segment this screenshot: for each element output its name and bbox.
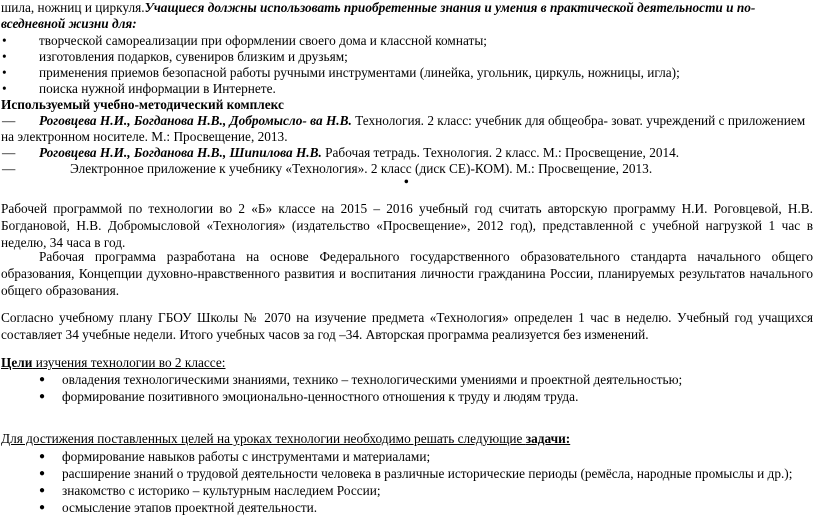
- top-bullet: •: [2, 49, 7, 64]
- tasks-intro: Для достижения поставленных целей на уроках технологии необходимо решать следующие: [1, 431, 526, 446]
- top-bullet: •: [2, 81, 7, 96]
- umk-dash: —: [2, 161, 16, 176]
- tasks-label: задачи:: [525, 431, 571, 446]
- task-item-1: формирование навыков работы с инструментами и материалами;: [62, 449, 431, 464]
- task-item-3: знакомство с историко – культурным наследием России;: [62, 483, 381, 498]
- umk-ref-3: Электронное приложение к учебнику «Технология». 2 класс (диск СЕ)-КОМ). М.: Просвещение, 2013.: [70, 161, 653, 176]
- goals-label-rest: изучения технологии во 2 классе:: [32, 355, 226, 370]
- top-line-1-plain: шила, ножниц и циркуля.: [1, 0, 145, 15]
- umk-dash: —: [2, 113, 16, 128]
- tasks-heading: [1, 431, 570, 447]
- goals-label: Цели: [1, 355, 33, 370]
- top-line-1-emph: Учащиеся должны использовать приобретенные знания и умения в практической деятельности и по-: [144, 0, 756, 15]
- top-line-2: вседневной жизни для:: [1, 16, 137, 31]
- umk-ref-1-authors: Роговцева Н.И., Богданова Н.В., Добромысло- ва Н.В.: [39, 113, 352, 128]
- tasks-bullet: ●: [39, 451, 46, 462]
- top-item-2: изготовления подарков, сувениров близким и друзьям;: [39, 49, 348, 64]
- umk-ref-2-authors: Роговцева Н.И., Богданова Н.В., Шипилова Н.В.: [39, 145, 322, 160]
- tasks-bullet: ●: [39, 468, 46, 479]
- umk-ref-1-text: Технология. 2 класс: учебник для общеобра- зоват. учреждений с приложением: [351, 113, 806, 128]
- umk-ref-1-cont: на электронном носителе. М.: Просвещение, 2013.: [1, 129, 288, 144]
- top-bullet: •: [2, 65, 7, 80]
- top-item-3: применения приемов безопасной работы ручными инструментами (линейка, угольник, циркуль, ножницы, игла);: [39, 65, 680, 80]
- paragraph-plan: Согласно учебному плану ГБОУ Школы № 2070 на изучение предмета «Технология» определен 1 час в неделю. Учебный год учащихся составляет 34 учебные недели. Итого учебных часов за год –34. Авторская программа реализуется без изменений.: [1, 310, 813, 342]
- top-item-1: творческой самореализации при оформлении своего дома и классной комнаты;: [39, 33, 487, 48]
- goal-item-2: формирование позитивного эмоционально-ценностного отношения к труду и людям труда.: [62, 389, 579, 404]
- umk-ref-1: [39, 113, 805, 129]
- task-item-2: расширение знаний о трудовой деятельности человека в различные исторические периоды (ремёсла, народные промыслы и др.);: [62, 466, 793, 481]
- top-bullet: •: [2, 33, 7, 48]
- tasks-bullet: ●: [39, 485, 46, 496]
- goals-bullet: ●: [39, 391, 46, 402]
- goals-bullet: ●: [39, 374, 46, 385]
- umk-heading: Используемый учебно-методический комплекс: [1, 97, 284, 112]
- top-line-1: [1, 0, 755, 16]
- paragraph-program: Рабочей программой по технологии во 2 «Б» классе на 2015 – 2016 учебный год считать авторскую программу Н.И. Роговцевой, Н.В. Богдановой, Н.В. Добромысловой «Технология» (издательство «Просвещение», 2012 год), представленной с учебной нагрузкой 1 час в неделю, 34 часа в год.: [1, 201, 813, 250]
- tasks-bullet: ●: [39, 502, 46, 513]
- task-item-4: осмысление этапов проектной деятельности.: [62, 500, 318, 515]
- goals-heading: [1, 355, 225, 371]
- umk-ref-2-text: Рабочая тетрадь. Технология. 2 класс. М.: Просвещение, 2014.: [321, 145, 680, 160]
- umk-dash: —: [2, 145, 16, 160]
- top-item-4: поиска нужной информации в Интернете.: [39, 81, 276, 96]
- umk-ref-2: [39, 145, 679, 161]
- paragraph-basis: Рабочая программа разработана на основе Федерального государственного образовательного стандарта начального общего образования, Концепции духовно-нравственного развития и воспитания личности гражданина России, планируемых результатов начального общего образования.: [1, 249, 813, 298]
- goal-item-1: овладения технологическими знаниями, технико – технологическими умениями и проектной деятельностью;: [62, 372, 683, 387]
- center-dot: •: [404, 174, 409, 189]
